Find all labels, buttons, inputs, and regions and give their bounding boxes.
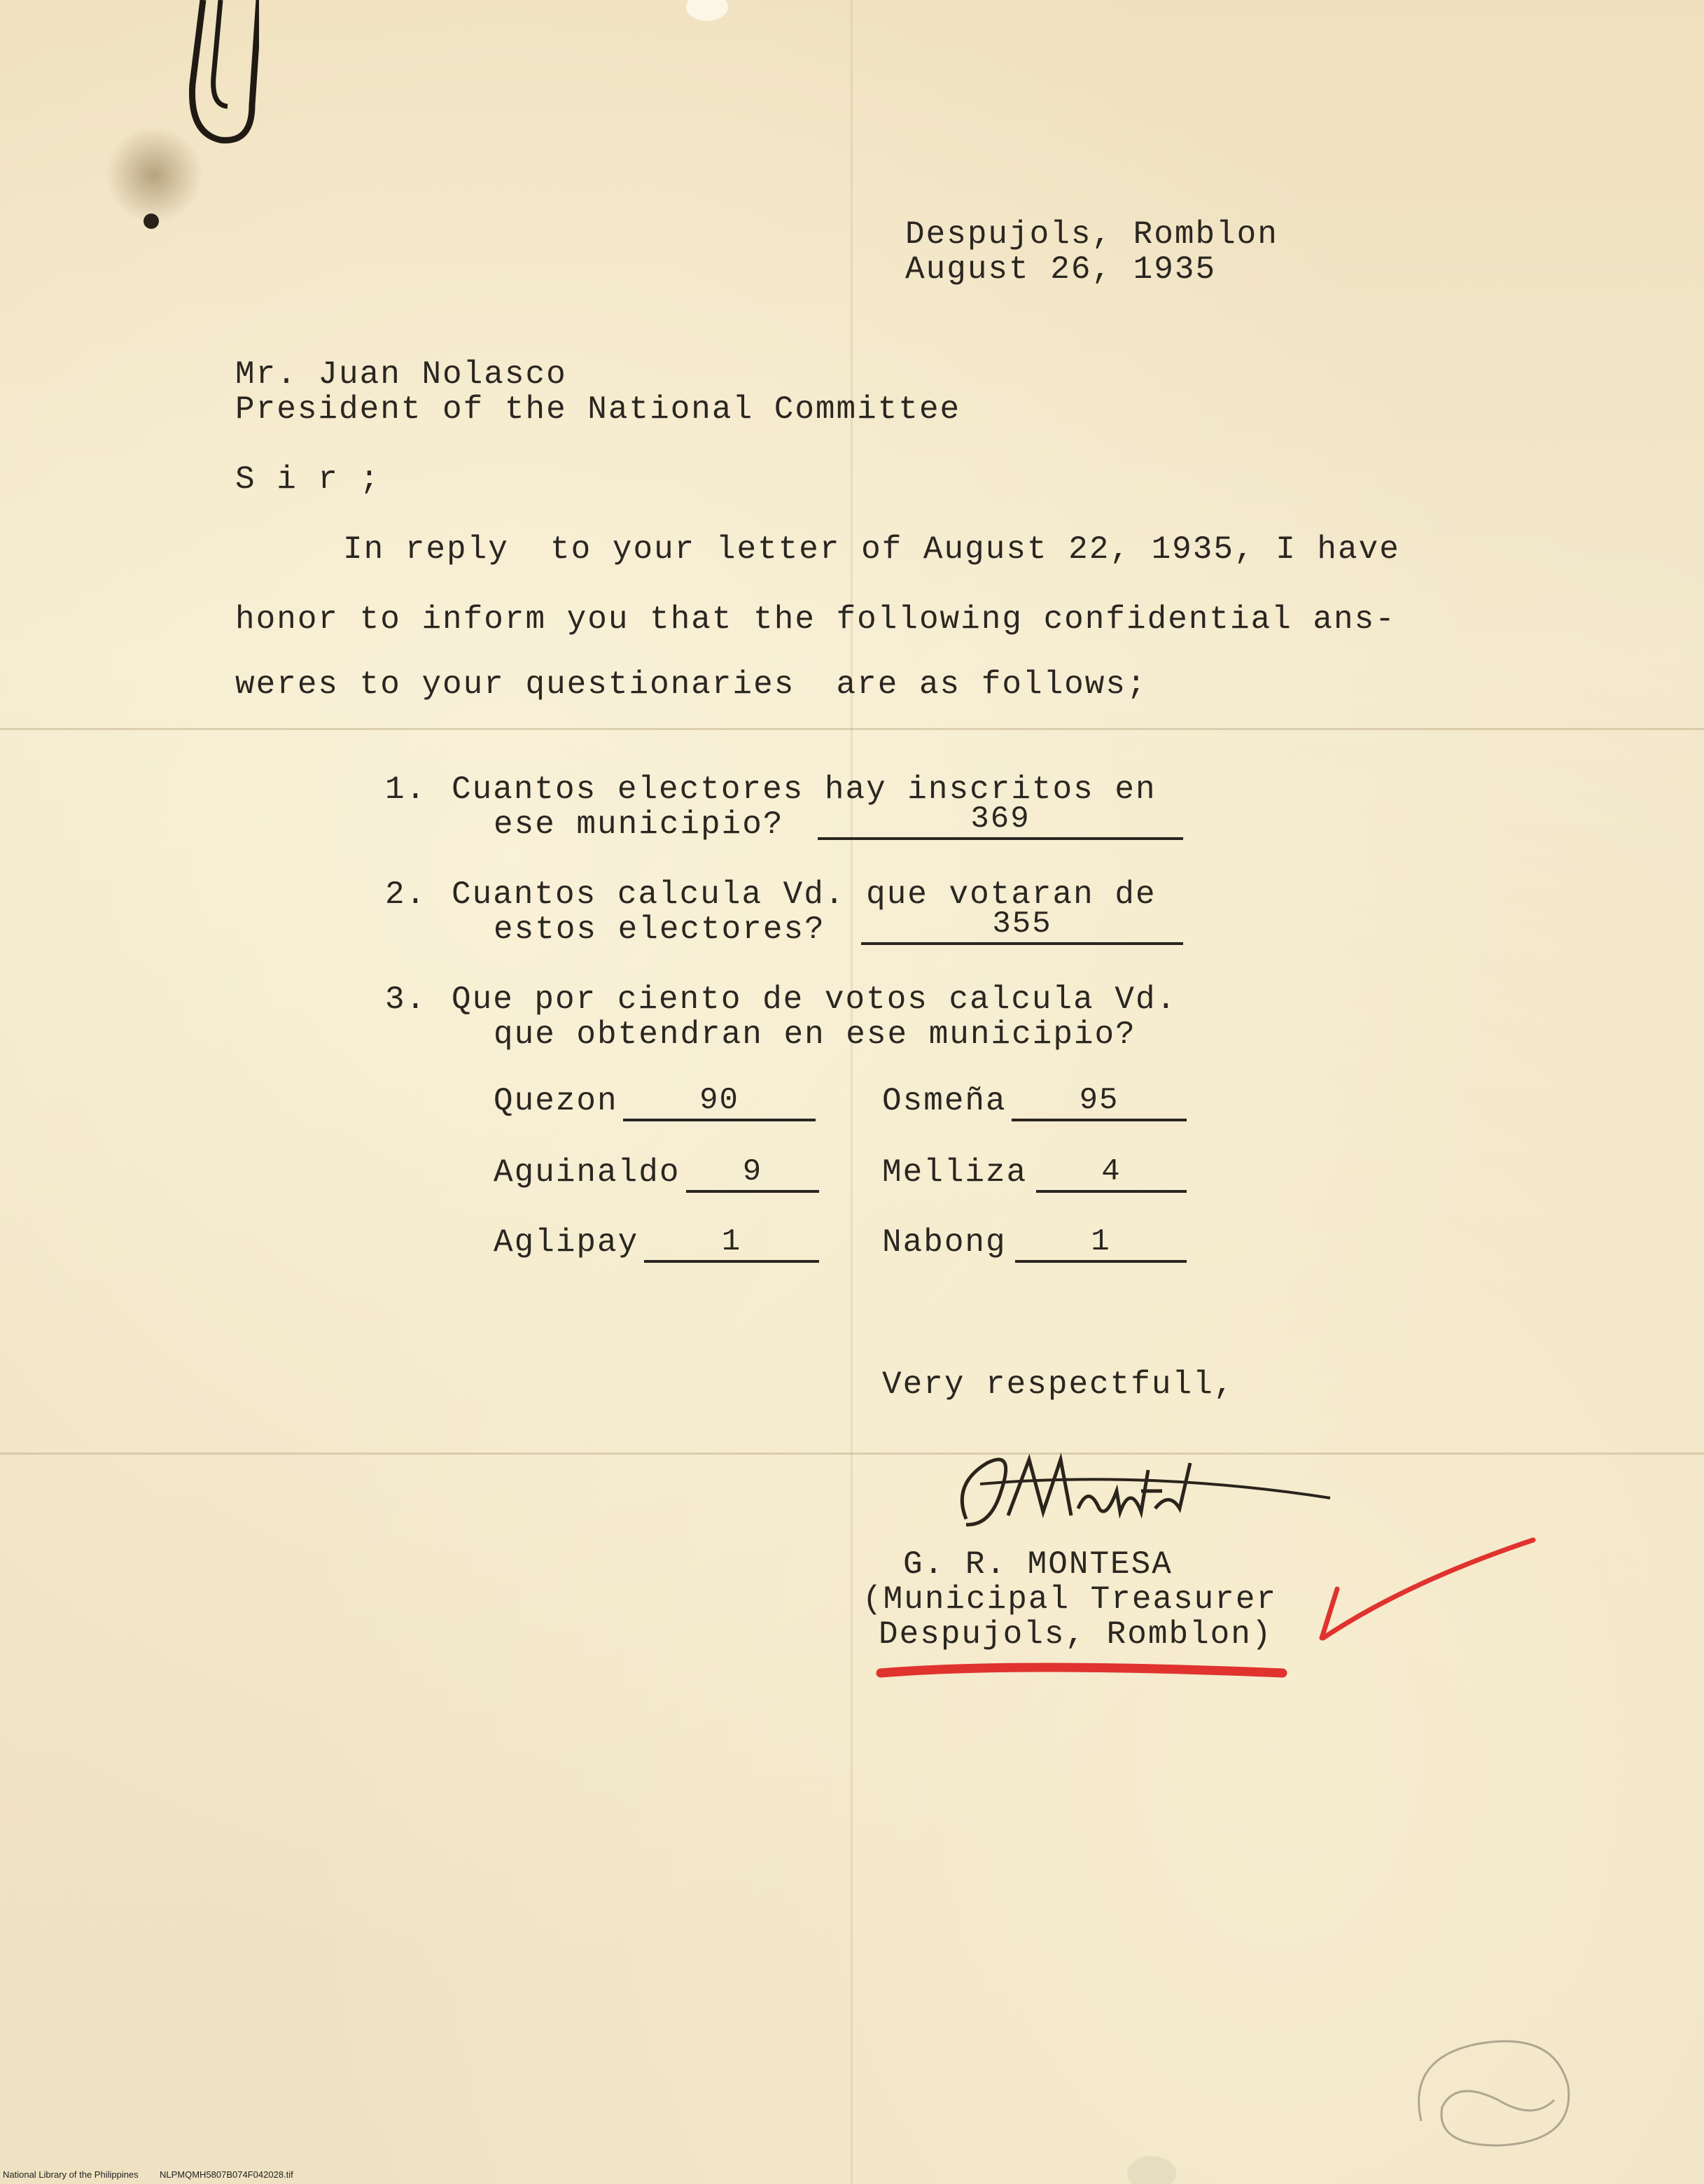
paper-clip-mark [154, 0, 259, 154]
signatory-position: (Municipal Treasurer [863, 1581, 1278, 1618]
pencil-doodle [1393, 2016, 1603, 2156]
question-2-number: 2. [385, 876, 427, 913]
signatory-location: Despujols, Romblon) [879, 1616, 1273, 1653]
vote-value-nabong: 1 [1015, 1225, 1187, 1263]
vote-value-osmena: 95 [1012, 1084, 1187, 1121]
letter-place: Despujols, Romblon [905, 216, 1278, 253]
body-line-2: honor to inform you that the following confidential ans- [235, 601, 1396, 638]
question-2-line-2: estos electores? [494, 911, 825, 948]
footer-filename: NLPMQMH5807B074F042028.tif [160, 2169, 293, 2180]
question-1-number: 1. [385, 771, 427, 808]
question-2-answer: 355 [861, 907, 1183, 945]
signatory-name: G. R. MONTESA [903, 1546, 1173, 1583]
vote-value-melliza: 4 [1036, 1155, 1187, 1193]
question-3-line-1: Que por ciento de votos calcula Vd. [452, 981, 1178, 1018]
body-line-3: weres to your questionaries are as follows; [235, 666, 1147, 703]
vote-value-aguinaldo: 9 [686, 1155, 819, 1193]
vote-name-aglipay: Aglipay [494, 1224, 639, 1261]
fold-line-vertical [851, 0, 853, 2184]
vote-name-aguinaldo: Aguinaldo [494, 1154, 680, 1191]
letter-date: August 26, 1935 [905, 251, 1217, 288]
body-line-1: In reply to your letter of August 22, 1935, I have [343, 531, 1400, 568]
paper-tear-top [686, 0, 728, 21]
question-1-answer: 369 [818, 802, 1183, 840]
question-3-number: 3. [385, 981, 427, 1018]
paper-tear-bottom [1127, 2156, 1176, 2184]
addressee-name: Mr. Juan Nolasco [235, 356, 567, 393]
question-2-line-1: Cuantos calcula Vd. que votaran de [452, 876, 1157, 913]
red-check-underline-mark [875, 1533, 1547, 1701]
footer-library: National Library of the Philippines [3, 2169, 139, 2180]
vote-value-aglipay: 1 [644, 1225, 819, 1263]
vote-value-quezon: 90 [623, 1084, 816, 1121]
addressee-title: President of the National Committee [235, 391, 961, 428]
salutation: S i r ; [235, 461, 381, 498]
question-1-line-1: Cuantos electores hay inscritos en [452, 771, 1157, 808]
question-1-line-2: ese municipio? [494, 806, 784, 843]
vote-name-melliza: Melliza [882, 1154, 1028, 1191]
question-3-line-2: que obtendran en ese municipio? [494, 1016, 1136, 1053]
vote-name-osmena: Osmeña [882, 1083, 1007, 1119]
ink-dot [144, 214, 159, 229]
vote-name-quezon: Quezon [494, 1083, 618, 1119]
vote-name-nabong: Nabong [882, 1224, 1007, 1261]
closing: Very respectfull, [882, 1366, 1235, 1403]
